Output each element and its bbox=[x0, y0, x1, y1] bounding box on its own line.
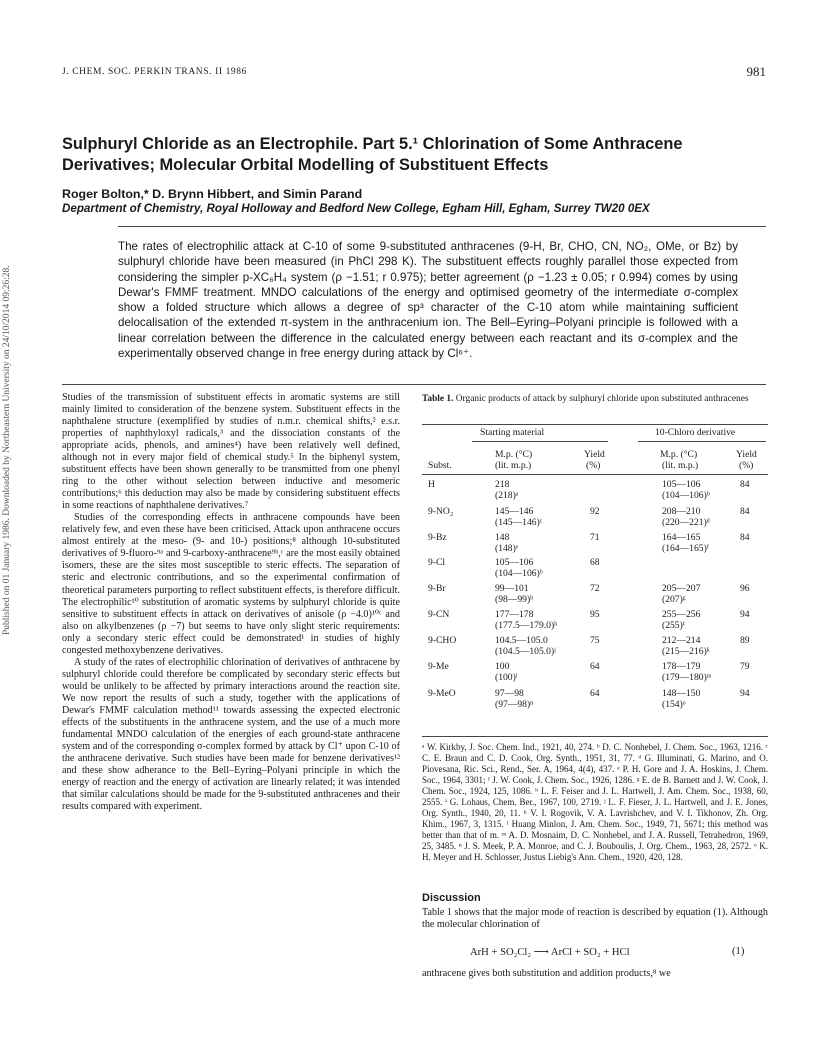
equation-number: (1) bbox=[732, 946, 745, 957]
table-cell-mp2: 148—150 bbox=[662, 688, 701, 699]
table-rule-header bbox=[422, 474, 768, 475]
table-cell-mp1: 100 bbox=[495, 661, 510, 672]
table-cell-y2: 84 bbox=[740, 532, 750, 543]
table-cell-lit1: (177.5—179.0)ʰ bbox=[495, 620, 558, 631]
table-cell-mp2: 105—106 bbox=[662, 479, 701, 490]
table-cell-lit1: (145—146)ᶜ bbox=[495, 517, 543, 528]
authors: Roger Bolton,* D. Brynn Hibbert, and Simin Parand bbox=[62, 187, 363, 201]
table-cell-lit1: (218)ᵃ bbox=[495, 490, 519, 501]
paragraph: Studies of the corresponding effects in anthracene compounds have been relatively few, and even these have been criticised. Attack upon anthracene occurs almost entirely at the meso- (9- and 10-) positions;⁸ although 10-substituted derivatives of 9-fluoro-⁹ᵃ and 9-carboxy-anthracene⁹ᵇ,ᶜ are the most easily obtained isomers, these are the sites most susceptible to steric effects. The separation of steric and electronic contributions, and so the experimental confirmation of theoretical parameters purporting to reflect substituent effects, is therefore difficult. The electrophilic¹⁰ substitution of aromatic systems by sulphuryl chloride is quite sensitive to substituent effects in attack on derivatives of anisole (ρ −4.0)¹⁰ᶜ and also on alkylbenzenes (ρ −7) but seems to have only slight steric requirements: only a secondary steric effect could be demonstrated¹ in studies of highly congested methoxybenzene derivatives. bbox=[62, 512, 400, 656]
table-cell-subst: 9-CN bbox=[428, 609, 450, 620]
table-cell-mp1: 145—146 bbox=[495, 506, 534, 517]
table-cell-lit1: (97—98)ⁿ bbox=[495, 699, 534, 710]
equation-1 bbox=[470, 946, 770, 958]
table-cell-mp1: 177—178 bbox=[495, 609, 534, 620]
paragraph: A study of the rates of electrophilic chlorination of derivatives of anthracene by sulphuryl chloride could therefore be complicated by secondary steric effects but would be unlikely to be affected by primary interactions around the reaction site. We now report the results of such a study, together with the applications of Dewar's FMMF calculation method¹¹ towards assessing the expected electronic effects of the substituents in the anthracene system, and the use of a much more fundamental MNDO calculation of the energies of each ground-state anthracene system and of the corresponding σ-complex formed by attack by Cl⁺ upon C-10 of the anthracene derivative. Such studies have been made for benzene derivatives¹² and these show adherance to the Bell–Eyring–Polyani principle in which the energy of reaction and the energy of activation are linearly related; it was intended that similar calculations should be made for the 9-substituted anthracenes and their results compared with experiment. bbox=[62, 656, 400, 813]
equation-body: ArH + SO₂Cl₂ ⟶ ArCl + SO₂ + HCl bbox=[470, 947, 630, 958]
table-cell-subst: 9-Br bbox=[428, 583, 446, 594]
table-cell-mp1: 148 bbox=[495, 532, 510, 543]
body-left-column bbox=[62, 392, 400, 813]
table-cell-mp1: 104.5—105.0 bbox=[495, 635, 548, 646]
running-head: J. CHEM. SOC. PERKIN TRANS. II 1986 bbox=[62, 67, 247, 77]
table-cell-y2: 89 bbox=[740, 635, 750, 646]
table-cell-y1: 64 bbox=[590, 688, 600, 699]
table-cell-lit2: (220—221)ᵈ bbox=[662, 517, 710, 528]
col-lit1: (lit. m.p.) bbox=[495, 460, 532, 471]
table-cell-lit2: (255)ⁱ bbox=[662, 620, 685, 631]
table-cell-subst: 9-Bz bbox=[428, 532, 447, 543]
table-cell-y1: 64 bbox=[590, 661, 600, 672]
table-cell-y2: 84 bbox=[740, 506, 750, 517]
table-cell-lit2: (164—165)ᶠ bbox=[662, 543, 709, 554]
table-cell-subst: 9-MeO bbox=[428, 688, 456, 699]
table-cell-mp2: 178—179 bbox=[662, 661, 701, 672]
table-cell-mp2: 208—210 bbox=[662, 506, 701, 517]
table-cell-subst: 9-CHO bbox=[428, 635, 457, 646]
table-cell-mp1: 218 bbox=[495, 479, 510, 490]
table-caption-text: Organic products of attack by sulphuryl chloride upon substituted anthracenes bbox=[453, 394, 749, 404]
table-cell-y1: 68 bbox=[590, 557, 600, 568]
table-cell-y2: 96 bbox=[740, 583, 750, 594]
discussion-continuation: anthracene gives both substitution and addition products,⁸ we bbox=[422, 968, 671, 979]
table-cell-lit2: (215—216)ᵏ bbox=[662, 646, 710, 657]
table-cell-y1: 95 bbox=[590, 609, 600, 620]
col-mp2: M.p. (°C) bbox=[660, 449, 698, 460]
table-cell-mp2: 212—214 bbox=[662, 635, 701, 646]
col-pct1: (%) bbox=[586, 460, 601, 471]
group-header-chloro: 10-Chloro derivative bbox=[655, 427, 736, 438]
table-cell-y1: 75 bbox=[590, 635, 600, 646]
table-cell-lit2: (104—106)ᵇ bbox=[662, 490, 710, 501]
col-subst: Subst. bbox=[428, 460, 452, 471]
table-cell-lit1: (100)ˡ bbox=[495, 672, 518, 683]
table-label: Table 1. bbox=[422, 394, 454, 404]
table-caption bbox=[422, 394, 768, 405]
table-cell-lit1: (104.5—105.0)ʲ bbox=[495, 646, 556, 657]
col-lit2: (lit. m.p.) bbox=[662, 460, 699, 471]
abstract: The rates of electrophilic attack at C-10 of some 9-substituted anthracenes (9-H, Br, CHO, CN, NO₂, OMe, or Bz) by sulphuryl chloride have been measured (in PhCl 298 K). The substituent effects roughly parallel those expected from considering the simpler p-XC₆H₄ system (ρ −1.51; r 0.975); better agreement (ρ −1.23 ± 0.05; r 0.994) comes by using Dewar's FMMF treatment. MNDO calculations of the energy and optimised geometry of the intermediate σ-complex show a folded structure which allows a degree of sp³ character of the C-10 atom while maintaining sufficient delocalisation of the extended π-system in the anthracenium ion. The Bell–Eyring–Polyani principle is followed with a linear correlation between the difference in the calculated energy between each reactant and its σ-complex and the experimentally observed change in free energy during attack by Cl⁶⁺. bbox=[118, 240, 738, 361]
table-cell-mp2: 255—256 bbox=[662, 609, 701, 620]
table-cell-lit2: (207)ᵍ bbox=[662, 594, 686, 605]
col-yield2: Yield bbox=[736, 449, 757, 460]
table-cell-lit2: (154)ᵒ bbox=[662, 699, 686, 710]
table-rule-top bbox=[422, 424, 768, 425]
table-cell-lit1: (104—106)ᵇ bbox=[495, 568, 543, 579]
table-cell-lit1: (98—99)ᵇ bbox=[495, 594, 534, 605]
download-watermark: Published on 01 January 1986. Downloaded by Northeastern University on 24/10/2014 09:26:28. bbox=[2, 265, 12, 635]
table-cell-y2: 94 bbox=[740, 609, 750, 620]
table-cell-y2: 79 bbox=[740, 661, 750, 672]
table-cell-mp1: 105—106 bbox=[495, 557, 534, 568]
table-cell-subst: 9-NO₂ bbox=[428, 506, 454, 517]
table-cell-subst: 9-Me bbox=[428, 661, 449, 672]
table-cell-y1: 71 bbox=[590, 532, 600, 543]
group-header-starting: Starting material bbox=[480, 427, 545, 438]
table-footnotes: ᵃ W. Kirkby, J. Soc. Chem. Ind., 1921, 40, 274. ᵇ D. C. Nonhebel, J. Chem. Soc., 1963, 1216. ᶜ C. E. Braun and C. D. Cook, Org. Synth., 1951, 31, 77. ᵈ G. Illuminati, G. Marino, and O. Piovesana, Ric. Sci., Rend., Ser. A, 1964, 4(4), 437. ᵉ P. H. Gore and J. A. Hoskins, J. Chem. Soc., 1964, 3301; ᶠ J. W. Cook, J. Chem. Soc., 1926, 1286. ᵍ E. de B. Barnett and J. W. Cook, J. Chem. Soc., 1924, 125, 1086. ʰ L. F. Feiser and J. L. Hartwell, J. Am. Chem. Soc., 1938, 60, 2555. ⁱ G. Lohaus, Chem. Ber., 1967, 100, 2719. ʲ L. F. Fieser, J. L. Hartwell, and J. E. Jones, Org. Synth., 1940, 20, 11. ᵏ V. I. Rogovik, V. A. Lavrishchev, and V. I. Tikhonov, Zh. Org. Khim., 1967, 3, 1315. ˡ Huang Minlon, J. Am. Chem. Soc., 1949, 71, 5671; this method was better than that of m. ᵐ A. D. Mosnaim, D. C. Nonhebel, and J. A. Russell, Tetrahedron, 1969, 25, 3485. ⁿ J. S. Meek, P. A. Monroe, and C. J. Bouboulis, J. Org. Chem., 1963, 28, 2572. ᵒ K. H. Meyer and H. Schlosser, Justus Liebig's Ann. Chem., 1920, 420, 128. bbox=[422, 742, 768, 863]
table-cell-y1: 92 bbox=[590, 506, 600, 517]
table-cell-lit1: (148)ᵉ bbox=[495, 543, 519, 554]
rule-bottom bbox=[62, 384, 766, 385]
table-cell-subst: H bbox=[428, 479, 435, 490]
table-cell-y1: 72 bbox=[590, 583, 600, 594]
table-rule-bottom bbox=[422, 736, 768, 737]
table-cell-mp2: 164—165 bbox=[662, 532, 701, 543]
affiliation: Department of Chemistry, Royal Holloway and Bedford New College, Egham Hill, Egham, Surrey TW20 0EX bbox=[62, 202, 650, 215]
paragraph: Studies of the transmission of substituent effects in aromatic systems are still mainly limited to consideration of the benzene system. Substituent effects in the naphthalene structure (exemplified by studies of n.m.r. chemical shifts,² e.s.r. properties of naphthyloxyl radicals,³ and the dissociation constants of the appropriate acids, phenols, and amines⁴) have been relatively well defined, although not in every major field of chemical study.⁵ In the biphenyl system, substituent effects have been shown generally to be transmitted from one phenyl ring to the other without selection between inductive and mesomeric contributions;⁶ this deduction may also be made by considering substituent effects in some reactions of naphthalene derivatives.⁷ bbox=[62, 392, 400, 512]
rule-top bbox=[118, 226, 766, 227]
article-title: Sulphuryl Chloride as an Electrophile. Part 5.¹ Chlorination of Some Anthracene Derivatives; Molecular Orbital Modelling of Substituent Effects bbox=[62, 135, 683, 174]
page-number: 981 bbox=[746, 64, 766, 79]
table-cell-y2: 84 bbox=[740, 479, 750, 490]
col-yield1: Yield bbox=[584, 449, 605, 460]
group-brace-right bbox=[638, 441, 766, 442]
table-cell-mp1: 99—101 bbox=[495, 583, 529, 594]
table-cell-mp1: 97—98 bbox=[495, 688, 524, 699]
col-pct2: (%) bbox=[739, 460, 754, 471]
table-cell-y2: 94 bbox=[740, 688, 750, 699]
col-mp1: M.p. (°C) bbox=[495, 449, 533, 460]
table-cell-lit2: (179—180)ᵐ bbox=[662, 672, 712, 683]
table-cell-subst: 9-Cl bbox=[428, 557, 446, 568]
table-cell-mp2: 205—207 bbox=[662, 583, 701, 594]
group-brace-left bbox=[472, 441, 608, 442]
discussion-text: Table 1 shows that the major mode of reaction is described by equation (1). Although the molecular chlorination of bbox=[422, 907, 768, 931]
discussion-heading: Discussion bbox=[422, 892, 481, 904]
